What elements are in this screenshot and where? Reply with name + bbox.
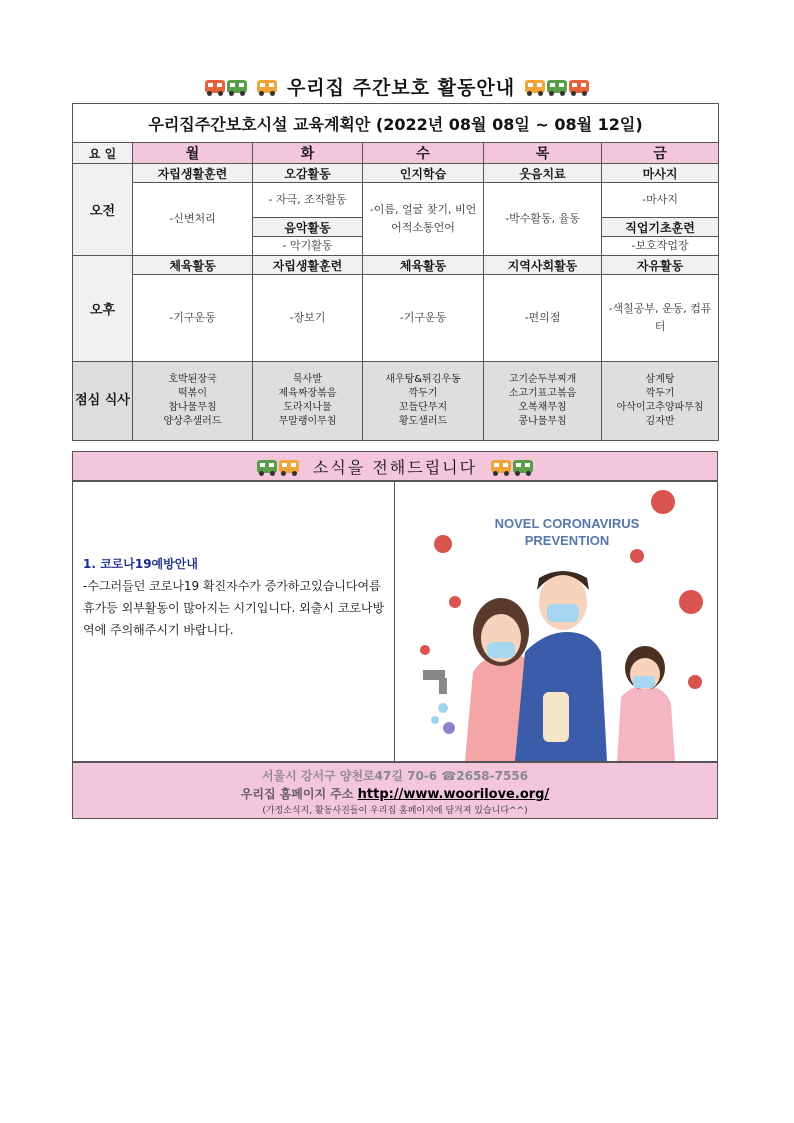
afternoon-detail: -장보기 [253,275,363,362]
morning-detail: -마사지 [602,183,719,218]
day-wed: 수 [363,143,484,164]
morning-detail: -이름, 얼굴 찾기, 비언어적소통언어 [363,183,484,256]
morning-detail: - 악기활동 [253,237,363,256]
bus-icon [257,460,299,473]
morning-detail: - 자극, 조작활동 [253,183,363,218]
coronavirus-poster [395,482,717,761]
poster-title-line1: NOVEL CORONAVIRUS [494,516,640,531]
afternoon-activity: 자유활동 [602,256,719,275]
morning-detail: -박수활동, 율동 [484,183,602,256]
page-title: 우리집 주간보호 활동안내 [286,76,516,99]
notice-panel [73,482,395,761]
bus-icon [205,80,247,93]
morning-label: 오전 [73,164,133,256]
man-figure [515,571,607,761]
faucet-icon [423,670,455,734]
afternoon-detail: -기구운동 [133,275,253,362]
bus-icon [491,460,533,473]
morning-activity: 음악활동 [253,218,363,237]
day-thu: 목 [484,143,602,164]
poster-title-line2: PREVENTION [524,533,610,548]
afternoon-activity: 체육활동 [363,256,484,275]
afternoon-activity: 지역사회활동 [484,256,602,275]
day-mon: 월 [133,143,253,164]
afternoon-activity: 자립생활훈련 [253,256,363,275]
day-tue: 화 [253,143,363,164]
notice-title: 1. 코로나19예방안내 [83,557,198,571]
day-fri: 금 [602,143,719,164]
news-heading: 소식을 전해드립니다 [312,457,478,477]
news-bar [72,451,718,481]
morning-detail: -신변처리 [133,183,253,256]
notice-body: -수그러들던 코로나19 확진자수가 증가하고있습니다여름휴가등 외부활동이 많아지는 시기입니다. 외출시 코로나방역에 주의해주시기 바랍니다. [83,579,385,637]
afternoon-detail: -기구운동 [363,275,484,362]
morning-activity: 직업기초훈련 [602,218,719,237]
day-label: 요 일 [73,143,133,164]
child-figure [617,646,675,761]
meal-cell: 새우탕&튀김우동 깍두기 꼬들단무지 황도샐러드 [363,362,484,441]
news-box [72,481,718,762]
morning-detail: -보호작업장 [602,237,719,256]
footer [72,762,718,819]
meal-cell: 고기순두부찌개 소고기표고볶음 오복채무침 콩나물무침 [484,362,602,441]
morning-activity: 오감활동 [253,164,363,183]
afternoon-detail: -편의점 [484,275,602,362]
footer-address: 서울시 강서구 양천로47길 70-6 ☎2658-7556 [261,769,529,783]
morning-activity: 인지학습 [363,164,484,183]
education-plan-table [72,103,719,441]
homepage-label: 우리집 홈페이지 주소 [240,787,354,801]
morning-activity: 자립생활훈련 [133,164,253,183]
bus-icon [525,80,589,93]
meal-cell: 호박된장국 떡볶이 참나물무침 양상추샐러드 [133,362,253,441]
bus-icon [257,80,277,93]
afternoon-detail: -색칠공부, 운동, 컴퓨터 [602,275,719,362]
meal-label: 점심 식사 [73,362,133,441]
coronavirus-prevention-illustration [395,482,717,761]
footer-homepage [73,785,717,802]
afternoon-activity: 체육활동 [133,256,253,275]
morning-activity: 마사지 [602,164,719,183]
morning-activity: 웃음치료 [484,164,602,183]
footer-note: (가정소식지, 활동사진들이 우리집 홈페이지에 담겨져 있습니다^^) [262,806,528,816]
plan-heading: 우리집주간보호시설 교육계획안 (2022년 08월 08일 ~ 08월 12일) [73,104,719,143]
homepage-link[interactable]: http://www.woorilove.org/ [357,787,550,802]
meal-cell: 묵사발 제육짜장볶음 도라지나물 무말랭이무침 [253,362,363,441]
page-title-bar [0,70,794,102]
meal-cell: 삼계탕 깍두기 아삭이고추양파무침 김자반 [602,362,719,441]
afternoon-label: 오후 [73,256,133,362]
